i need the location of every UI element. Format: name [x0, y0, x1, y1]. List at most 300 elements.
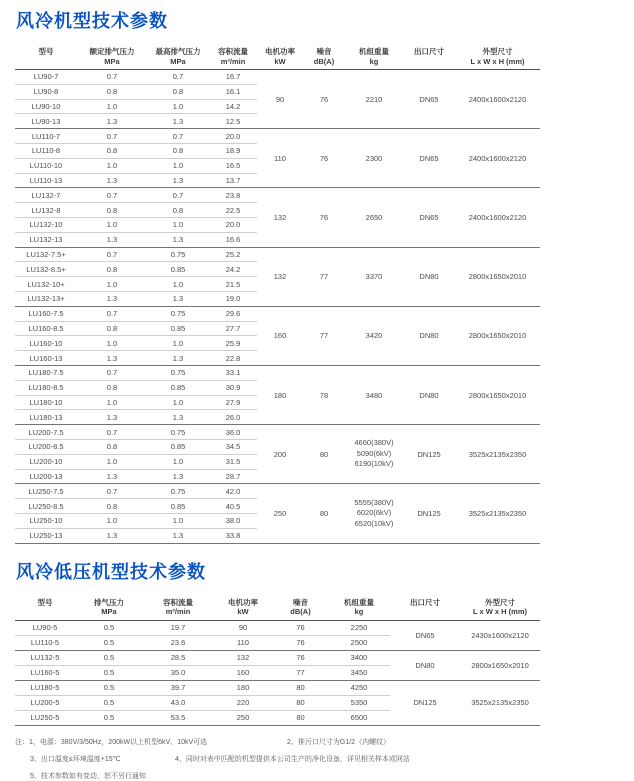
- value-cell: 0.7: [77, 188, 147, 203]
- column-header: [213, 596, 273, 621]
- value-cell: 0.5: [75, 650, 143, 665]
- shared-value-cell: 2800x1650x2010: [468, 272, 527, 282]
- column-label: 外型尺寸: [482, 47, 513, 56]
- value-cell: 0.85: [147, 321, 209, 336]
- value-cell: 0.75: [147, 306, 209, 321]
- model-group: [15, 247, 540, 306]
- value-cell: 0.8: [147, 143, 209, 158]
- model-cell: LU90-10: [15, 99, 77, 114]
- column-label: 电机功率: [228, 597, 258, 607]
- value-cell: 20.0: [209, 129, 257, 144]
- value-cell: 0.7: [147, 188, 209, 203]
- value-cell: 0.8: [77, 262, 147, 277]
- column-unit: kg: [369, 56, 379, 66]
- shared-value-line: 4660(380V): [354, 438, 394, 448]
- value-cell: 1.3: [172, 116, 184, 126]
- model-cell: LU132-8.5+: [15, 262, 77, 277]
- value-cell: 33.1: [209, 365, 257, 380]
- table-row: [15, 188, 540, 203]
- column-header: [345, 45, 403, 70]
- column-label: 机组重量: [344, 597, 374, 607]
- value-cell: 1.0: [147, 277, 209, 292]
- shared-value-cell: DN125: [417, 449, 441, 459]
- model-group: [15, 425, 540, 484]
- model-cell: LU160-5: [30, 668, 60, 677]
- shared-value-cell: 77: [319, 331, 329, 341]
- column-header: [15, 45, 77, 70]
- value-cell: 6500: [350, 713, 368, 722]
- value-cell: 1.3: [172, 471, 184, 481]
- shared-value-cell: 110: [274, 153, 286, 163]
- value-cell: 1.0: [147, 395, 209, 410]
- shared-value-cell: DN65: [419, 94, 439, 104]
- value-cell: 1.3: [172, 353, 184, 363]
- column-unit: dB(A): [290, 607, 311, 616]
- value-cell: 80: [273, 695, 328, 710]
- value-cell: 1.0: [147, 217, 209, 232]
- value-cell: 132: [213, 650, 273, 665]
- shared-value-cell: 80: [319, 508, 329, 518]
- value-cell: 34.5: [209, 439, 257, 454]
- table-row: [15, 365, 540, 380]
- value-cell: 18.9: [209, 143, 257, 158]
- column-label: 出口尺寸: [410, 597, 440, 607]
- value-cell: 1.0: [147, 513, 209, 528]
- column-header: [75, 596, 143, 621]
- value-cell: 76: [296, 638, 305, 647]
- value-cell: 0.85: [147, 262, 209, 277]
- value-cell: 0.75: [147, 365, 209, 380]
- table-row: [15, 650, 540, 665]
- value-cell: 0.5: [103, 638, 115, 647]
- shared-value-cell: 76: [319, 153, 329, 163]
- value-cell: 1.0: [147, 158, 209, 173]
- model-cell: LU110-10: [15, 158, 77, 173]
- table2-title: 风冷低压机型技术参数: [16, 561, 206, 582]
- column-header: [403, 45, 455, 70]
- value-cell: 0.8: [77, 321, 147, 336]
- column-unit: dB(A): [313, 56, 335, 66]
- value-cell: 0.7: [147, 70, 209, 85]
- value-cell: 1.0: [77, 99, 147, 114]
- value-cell: 43.0: [143, 695, 213, 710]
- model-cell: LU180-8.5: [15, 380, 77, 395]
- shared-value-cell: DN80: [419, 331, 439, 341]
- table-row: [15, 620, 540, 635]
- value-cell: 0.7: [77, 425, 147, 440]
- value-cell: 77: [296, 668, 305, 677]
- value-cell: 1.0: [147, 454, 209, 469]
- column-unit: kW: [237, 607, 249, 616]
- value-cell: 0.7: [77, 306, 147, 321]
- value-cell: 31.5: [209, 454, 257, 469]
- shared-value-cell: DN80: [415, 660, 435, 670]
- column-unit: m³/min: [220, 56, 246, 66]
- value-cell: 26.0: [225, 412, 241, 422]
- model-cell: LU250-10: [15, 513, 77, 528]
- value-cell: 160: [236, 668, 250, 677]
- value-cell: 90: [213, 620, 273, 635]
- value-cell: 22.8: [225, 353, 241, 363]
- value-cell: 0.7: [77, 247, 147, 262]
- value-cell: 1.0: [77, 158, 147, 173]
- value-cell: 1.0: [77, 395, 147, 410]
- shared-value-cell: 2650: [365, 212, 383, 222]
- table-row: [15, 425, 540, 440]
- value-cell: 1.0: [77, 277, 147, 292]
- model-cell: LU110-5: [30, 638, 60, 647]
- model-cell: LU250-8.5: [15, 499, 77, 514]
- shared-value-line: 6190(10kV): [354, 459, 394, 469]
- shared-value-cell: 3420: [365, 331, 383, 341]
- model-cell: LU200-10: [15, 454, 77, 469]
- shared-value-cell: DN65: [419, 212, 439, 222]
- value-cell: 16.6: [225, 235, 241, 245]
- model-group: [15, 129, 540, 188]
- shared-value-cell: DN80: [419, 390, 439, 400]
- value-cell: 0.8: [147, 203, 209, 218]
- value-cell: 19.7: [143, 620, 213, 635]
- value-cell: 27.9: [209, 395, 257, 410]
- shared-value-cell: 2300: [365, 153, 383, 163]
- low-pressure-spec-table: [15, 596, 540, 726]
- value-cell: 25.2: [209, 247, 257, 262]
- value-cell: 0.5: [75, 695, 143, 710]
- shared-value-cell: 2430x1600x2120: [471, 630, 529, 640]
- value-cell: 1.3: [106, 175, 118, 185]
- value-cell: 20.0: [209, 217, 257, 232]
- value-cell: 1.3: [172, 531, 184, 541]
- shared-value-cell: DN80: [419, 272, 439, 282]
- model-cell: LU160-13: [29, 353, 63, 363]
- column-label: 额定排气压力: [89, 47, 135, 56]
- column-unit: kW: [274, 56, 286, 66]
- model-group: [15, 620, 540, 650]
- shared-value-cell: 77: [319, 272, 329, 282]
- column-label: 型号: [38, 47, 54, 56]
- model-cell: LU200-7.5: [15, 425, 77, 440]
- shared-value-cell: 90: [275, 94, 285, 104]
- shared-value-line: 5090(6kV): [356, 448, 392, 458]
- model-cell: LU160-10: [15, 336, 77, 351]
- model-cell: LU110-13: [29, 175, 63, 185]
- value-cell: 0.8: [77, 84, 147, 99]
- model-cell: LU200-13: [29, 471, 63, 481]
- shared-value-cell: 2800x1650x2010: [471, 660, 529, 670]
- value-cell: 16.1: [209, 84, 257, 99]
- model-cell: LU180-13: [29, 412, 63, 422]
- value-cell: 1.3: [106, 294, 118, 304]
- model-cell: LU132-10+: [15, 277, 77, 292]
- value-cell: 53.5: [170, 713, 186, 722]
- value-cell: 0.7: [77, 365, 147, 380]
- column-unit: MPa: [101, 607, 117, 616]
- shared-value-cell: 2800x1650x2010: [468, 331, 527, 341]
- table-row: [15, 70, 540, 85]
- value-cell: 0.85: [147, 439, 209, 454]
- shared-value-cell: 250: [273, 508, 287, 518]
- shared-value-cell: DN65: [415, 630, 435, 640]
- value-cell: 180: [213, 680, 273, 695]
- shared-value-cell: 2400x1600x2120: [468, 212, 527, 222]
- shared-value-cell: 200: [273, 449, 287, 459]
- column-label: 噪音: [293, 597, 308, 607]
- column-label: 型号: [37, 597, 53, 607]
- value-cell: 22.5: [209, 203, 257, 218]
- shared-value-cell: 78: [319, 390, 329, 400]
- header-row: [15, 596, 540, 621]
- footnote: 2、排污口尺寸为G1/2（内螺纹）: [287, 738, 391, 746]
- value-cell: 0.75: [147, 425, 209, 440]
- model-cell: LU90-13: [31, 116, 61, 126]
- model-cell: LU132-8: [15, 203, 77, 218]
- model-cell: LU132-13+: [27, 294, 65, 304]
- model-group: [15, 650, 540, 680]
- column-label: 最高排气压力: [155, 47, 201, 56]
- value-cell: 21.5: [209, 277, 257, 292]
- value-cell: 1.3: [106, 531, 118, 541]
- table-row: [15, 484, 540, 499]
- shared-value-cell: [345, 484, 403, 543]
- column-label: 排气压力: [94, 597, 124, 607]
- column-unit: m³/min: [165, 607, 191, 616]
- value-cell: 1.0: [77, 217, 147, 232]
- value-cell: 220: [213, 695, 273, 710]
- model-group: [15, 365, 540, 424]
- value-cell: 28.7: [225, 471, 241, 481]
- shared-value-line: 5555(380V): [354, 497, 394, 507]
- column-header: [15, 596, 75, 621]
- model-cell: LU90-5: [15, 620, 75, 635]
- value-cell: 23.8: [209, 188, 257, 203]
- value-cell: 0.7: [147, 129, 209, 144]
- model-cell: LU160-8.5: [15, 321, 77, 336]
- value-cell: 1.0: [147, 336, 209, 351]
- shared-value-cell: 3370: [365, 272, 383, 282]
- value-cell: 40.5: [209, 499, 257, 514]
- model-cell: LU132-13: [29, 235, 63, 245]
- column-label: 出口尺寸: [414, 47, 444, 56]
- value-cell: 16.7: [209, 70, 257, 85]
- value-cell: 250: [236, 713, 250, 722]
- model-cell: LU132-10: [15, 217, 77, 232]
- value-cell: 0.5: [103, 668, 115, 677]
- value-cell: 80: [273, 680, 328, 695]
- value-cell: 0.8: [77, 439, 147, 454]
- model-cell: LU132-7.5+: [15, 247, 77, 262]
- model-group: [15, 70, 540, 129]
- model-cell: LU180-10: [15, 395, 77, 410]
- value-cell: 0.8: [147, 84, 209, 99]
- value-cell: 0.5: [75, 680, 143, 695]
- value-cell: 2500: [350, 638, 368, 647]
- column-label: 外型尺寸: [485, 597, 515, 607]
- value-cell: 12.5: [225, 116, 241, 126]
- column-header: [77, 45, 147, 70]
- model-cell: LU180-5: [15, 680, 75, 695]
- value-cell: 0.7: [77, 70, 147, 85]
- value-cell: 33.8: [225, 531, 241, 541]
- table-row: [15, 129, 540, 144]
- footnotes: [15, 738, 634, 781]
- value-cell: 30.9: [209, 380, 257, 395]
- model-cell: LU132-7: [15, 188, 77, 203]
- shared-value-cell: DN125: [417, 508, 441, 518]
- value-cell: 19.0: [225, 294, 241, 304]
- value-cell: 1.3: [172, 294, 184, 304]
- shared-value-line: 6520(10kV): [354, 518, 394, 528]
- column-unit: MPa: [170, 56, 186, 66]
- value-cell: 0.7: [77, 129, 147, 144]
- value-cell: 0.8: [77, 203, 147, 218]
- shared-value-cell: 2210: [365, 94, 383, 104]
- column-unit: MPa: [104, 56, 120, 66]
- footnote: 5、技术参数如有变动，恕不另行通知: [30, 772, 146, 780]
- model-cell: LU200-5: [15, 695, 75, 710]
- value-cell: 0.5: [103, 713, 115, 722]
- model-cell: LU110-8: [15, 143, 77, 158]
- value-cell: 29.6: [209, 306, 257, 321]
- model-cell: LU250-5: [30, 713, 60, 722]
- value-cell: 1.3: [106, 412, 118, 422]
- value-cell: 4250: [328, 680, 390, 695]
- value-cell: 1.3: [172, 235, 184, 245]
- column-label: 电机功率: [265, 47, 295, 56]
- value-cell: 0.8: [77, 143, 147, 158]
- footnote: 3、出口温度≤环境温度+15℃: [30, 755, 121, 763]
- value-cell: 13.7: [225, 175, 241, 185]
- table-row: [15, 306, 540, 321]
- value-cell: 28.5: [143, 650, 213, 665]
- value-cell: 76: [273, 650, 328, 665]
- column-header: [147, 45, 209, 70]
- model-cell: LU110-7: [15, 129, 77, 144]
- value-cell: 76: [273, 620, 328, 635]
- shared-value-cell: 132: [273, 272, 287, 282]
- shared-value-cell: 160: [273, 331, 287, 341]
- shared-value-cell: 76: [319, 212, 329, 222]
- shared-value-cell: DN65: [419, 153, 439, 163]
- model-group: [15, 484, 540, 543]
- value-cell: 2250: [328, 620, 390, 635]
- shared-value-cell: 80: [319, 449, 329, 459]
- shared-value-cell: 3525x2135x2350: [468, 449, 527, 459]
- value-cell: 0.85: [147, 380, 209, 395]
- value-cell: 24.2: [209, 262, 257, 277]
- column-label: 机组重量: [359, 47, 389, 56]
- shared-value-cell: 3525x2135x2350: [468, 508, 527, 518]
- column-header: [455, 45, 540, 70]
- footnote-row: [15, 738, 634, 747]
- column-header: [328, 596, 390, 621]
- value-cell: 1.3: [106, 353, 118, 363]
- table1-title: 风冷机型技术参数: [16, 11, 168, 31]
- table-row: [15, 247, 540, 262]
- shared-value-cell: 180: [273, 390, 287, 400]
- shared-value-line: 6020(6kV): [356, 508, 392, 518]
- model-group: [15, 680, 540, 725]
- value-cell: 0.85: [147, 499, 209, 514]
- value-cell: 36.0: [209, 425, 257, 440]
- value-cell: 0.7: [77, 484, 147, 499]
- footnote-row: [15, 772, 634, 781]
- table-row: [15, 680, 540, 695]
- value-cell: 1.3: [106, 471, 118, 481]
- value-cell: 23.6: [170, 638, 186, 647]
- air-cooled-spec-table: [15, 45, 540, 544]
- model-group: [15, 306, 540, 365]
- column-unit: kg: [354, 607, 364, 616]
- value-cell: 1.3: [172, 175, 184, 185]
- value-cell: 3400: [328, 650, 390, 665]
- footnote-row: [15, 755, 634, 764]
- value-cell: 110: [237, 638, 249, 647]
- footnote: 注：1、电源：380V/3/50Hz，200kW以上机型6kV、10kV可选: [15, 738, 208, 746]
- shared-value-cell: 2400x1600x2120: [468, 94, 527, 104]
- column-header: [390, 596, 460, 621]
- column-header: [273, 596, 328, 621]
- value-cell: 16.5: [209, 158, 257, 173]
- header-row: [15, 45, 540, 70]
- shared-value-cell: 2400x1600x2120: [468, 153, 527, 163]
- model-cell: LU250-13: [29, 531, 63, 541]
- value-cell: 14.2: [209, 99, 257, 114]
- value-cell: 0.8: [77, 380, 147, 395]
- value-cell: 1.3: [106, 116, 118, 126]
- value-cell: 35.0: [170, 668, 186, 677]
- value-cell: 39.7: [143, 680, 213, 695]
- value-cell: 42.0: [209, 484, 257, 499]
- model-cell: LU132-5: [15, 650, 75, 665]
- value-cell: 0.8: [77, 499, 147, 514]
- column-header: [257, 45, 303, 70]
- column-label: 容积流量: [163, 597, 193, 607]
- model-cell: LU200-8.5: [15, 439, 77, 454]
- column-unit: L x W x H (mm): [470, 56, 525, 66]
- column-label: 容积流量: [218, 47, 248, 56]
- value-cell: 1.0: [77, 454, 147, 469]
- model-cell: LU250-7.5: [15, 484, 77, 499]
- model-cell: LU180-7.5: [15, 365, 77, 380]
- column-header: [209, 45, 257, 70]
- model-cell: LU160-7.5: [15, 306, 77, 321]
- value-cell: 27.7: [209, 321, 257, 336]
- value-cell: 25.9: [209, 336, 257, 351]
- column-header: [460, 596, 540, 621]
- value-cell: 1.0: [147, 99, 209, 114]
- column-label: 噪音: [316, 47, 332, 56]
- value-cell: 1.0: [77, 513, 147, 528]
- model-cell: LU90-8: [15, 84, 77, 99]
- footnote: 4、同时对表中匹配的机型提供本公司生产的净化设备，详见相关样本或网站: [175, 755, 410, 763]
- value-cell: 1.0: [77, 336, 147, 351]
- model-cell: LU90-7: [15, 70, 77, 85]
- value-cell: 3450: [350, 668, 368, 677]
- column-header: [143, 596, 213, 621]
- shared-value-cell: 3525x2135x2350: [471, 698, 529, 707]
- shared-value-cell: [345, 425, 403, 484]
- value-cell: 1.3: [172, 412, 184, 422]
- shared-value-cell: DN125: [413, 698, 437, 707]
- shared-value-cell: 132: [273, 212, 287, 222]
- value-cell: 80: [296, 713, 305, 722]
- value-cell: 5350: [328, 695, 390, 710]
- value-cell: 1.3: [106, 235, 118, 245]
- value-cell: 38.0: [209, 513, 257, 528]
- shared-value-cell: 2800x1650x2010: [468, 390, 527, 400]
- shared-value-cell: 76: [319, 94, 329, 104]
- value-cell: 0.5: [75, 620, 143, 635]
